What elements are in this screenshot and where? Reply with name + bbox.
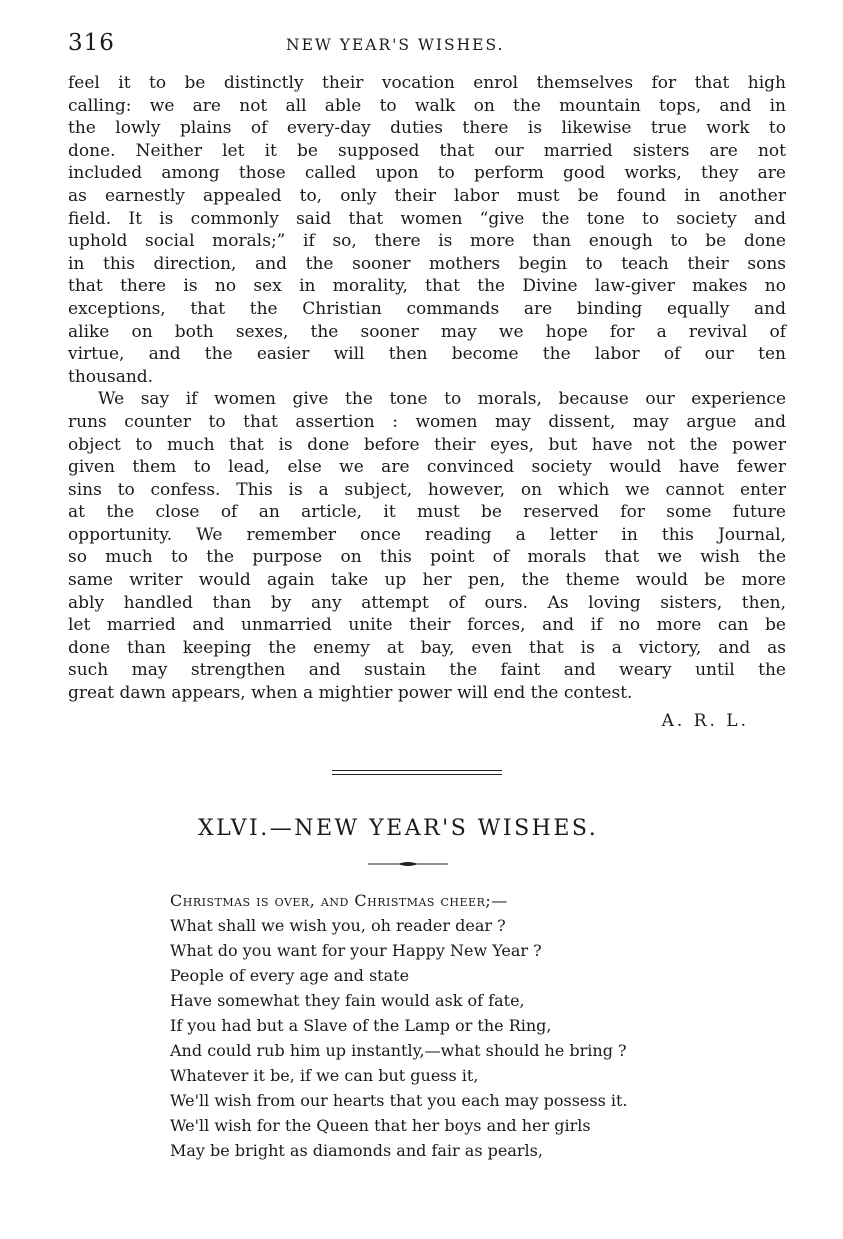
article-line: thousand.	[68, 366, 154, 387]
poem-line: We'll wish for the Queen that her boys and her girls	[170, 1116, 591, 1135]
author-signature: A. R. L.	[661, 711, 749, 731]
article-line: virtue, and the easier will then become the labor of our ten	[68, 344, 786, 365]
article-line: field. It is commonly said that women “give the tone to society and	[68, 208, 786, 229]
article-line: done than keeping the enemy at bay, even that is a victory, and as	[68, 637, 786, 658]
section-divider	[332, 774, 502, 775]
ornament-dash-icon	[368, 859, 448, 869]
article-line: done. Neither let it be supposed that our married sisters are not	[68, 140, 786, 161]
article-line: same writer would again take up her pen, the theme would be more	[68, 570, 786, 591]
poem	[170, 888, 628, 1163]
article-line: the lowly plains of every-day duties there is likewise true work to	[68, 118, 786, 139]
article-line: runs counter to that assertion : women may dissent, may argue and	[68, 411, 786, 432]
article-line: ably handled than by any attempt of ours. As loving sisters, then,	[68, 592, 786, 613]
page-number: 316	[68, 30, 115, 56]
section-heading: XLVI.—NEW YEAR'S WISHES.	[198, 816, 599, 841]
article-line: given them to lead, else we are convinced society would have fewer	[68, 457, 786, 478]
article-line: at the close of an article, it must be reserved for some future	[68, 502, 786, 523]
article-line: sins to confess. This is a subject, however, on which we cannot enter	[68, 479, 786, 500]
article-line: so much to the purpose on this point of morals that we wish the	[68, 547, 786, 568]
poem-line: People of every age and state	[170, 966, 410, 985]
poem-line: If you had but a Slave of the Lamp or the Ring,	[170, 1016, 552, 1035]
poem-line: What shall we wish you, oh reader dear ?	[170, 916, 506, 935]
article-line: alike on both sexes, the sooner may we hope for a revival of	[68, 321, 786, 342]
article-line: object to much that is done before their eyes, but have not the power	[68, 434, 786, 455]
article-line: let married and unmarried unite their forces, and if no more can be	[68, 615, 786, 636]
article-line: such may strengthen and sustain the faint and weary until the	[68, 660, 786, 681]
poem-line: What do you want for your Happy New Year ?	[170, 941, 542, 960]
article-line: opportunity. We remember once reading a letter in this Journal,	[68, 524, 786, 545]
article-line: included among those called upon to perform good works, they are	[68, 163, 786, 184]
poem-line: We'll wish from our hearts that you each may possess it.	[170, 1091, 628, 1110]
article-line: calling: we are not all able to walk on the mountain tops, and in	[68, 95, 786, 116]
article-line: exceptions, that the Christian commands are binding equally and	[68, 298, 786, 319]
poem-line: Whatever it be, if we can but guess it,	[170, 1066, 479, 1085]
article-body	[68, 72, 786, 705]
poem-line: Have somewhat they fain would ask of fate,	[170, 991, 525, 1010]
article-line: that there is no sex in morality, that the Divine law-giver makes no	[68, 276, 786, 297]
poem-line: Christmas is over, and Christmas cheer;—	[170, 891, 508, 910]
article-line: feel it to be distinctly their vocation enrol themselves for that high	[68, 73, 786, 93]
running-title: NEW YEAR'S WISHES.	[286, 36, 505, 54]
article-line: great dawn appears, when a mightier power will end the contest.	[68, 683, 633, 704]
running-head	[68, 30, 788, 60]
article-line: uphold social morals;” if so, there is more than enough to be done	[68, 231, 786, 252]
article-line: We say if women give the tone to morals, because our experience	[98, 389, 786, 410]
article-line: in this direction, and the sooner mothers begin to teach their sons	[68, 253, 786, 274]
section-divider	[332, 770, 502, 771]
poem-line: May be bright as diamonds and fair as pearls,	[170, 1141, 543, 1160]
article-line: as earnestly appealed to, only their labor must be found in another	[68, 185, 786, 206]
poem-line: And could rub him up instantly,—what should he bring ?	[170, 1041, 627, 1060]
